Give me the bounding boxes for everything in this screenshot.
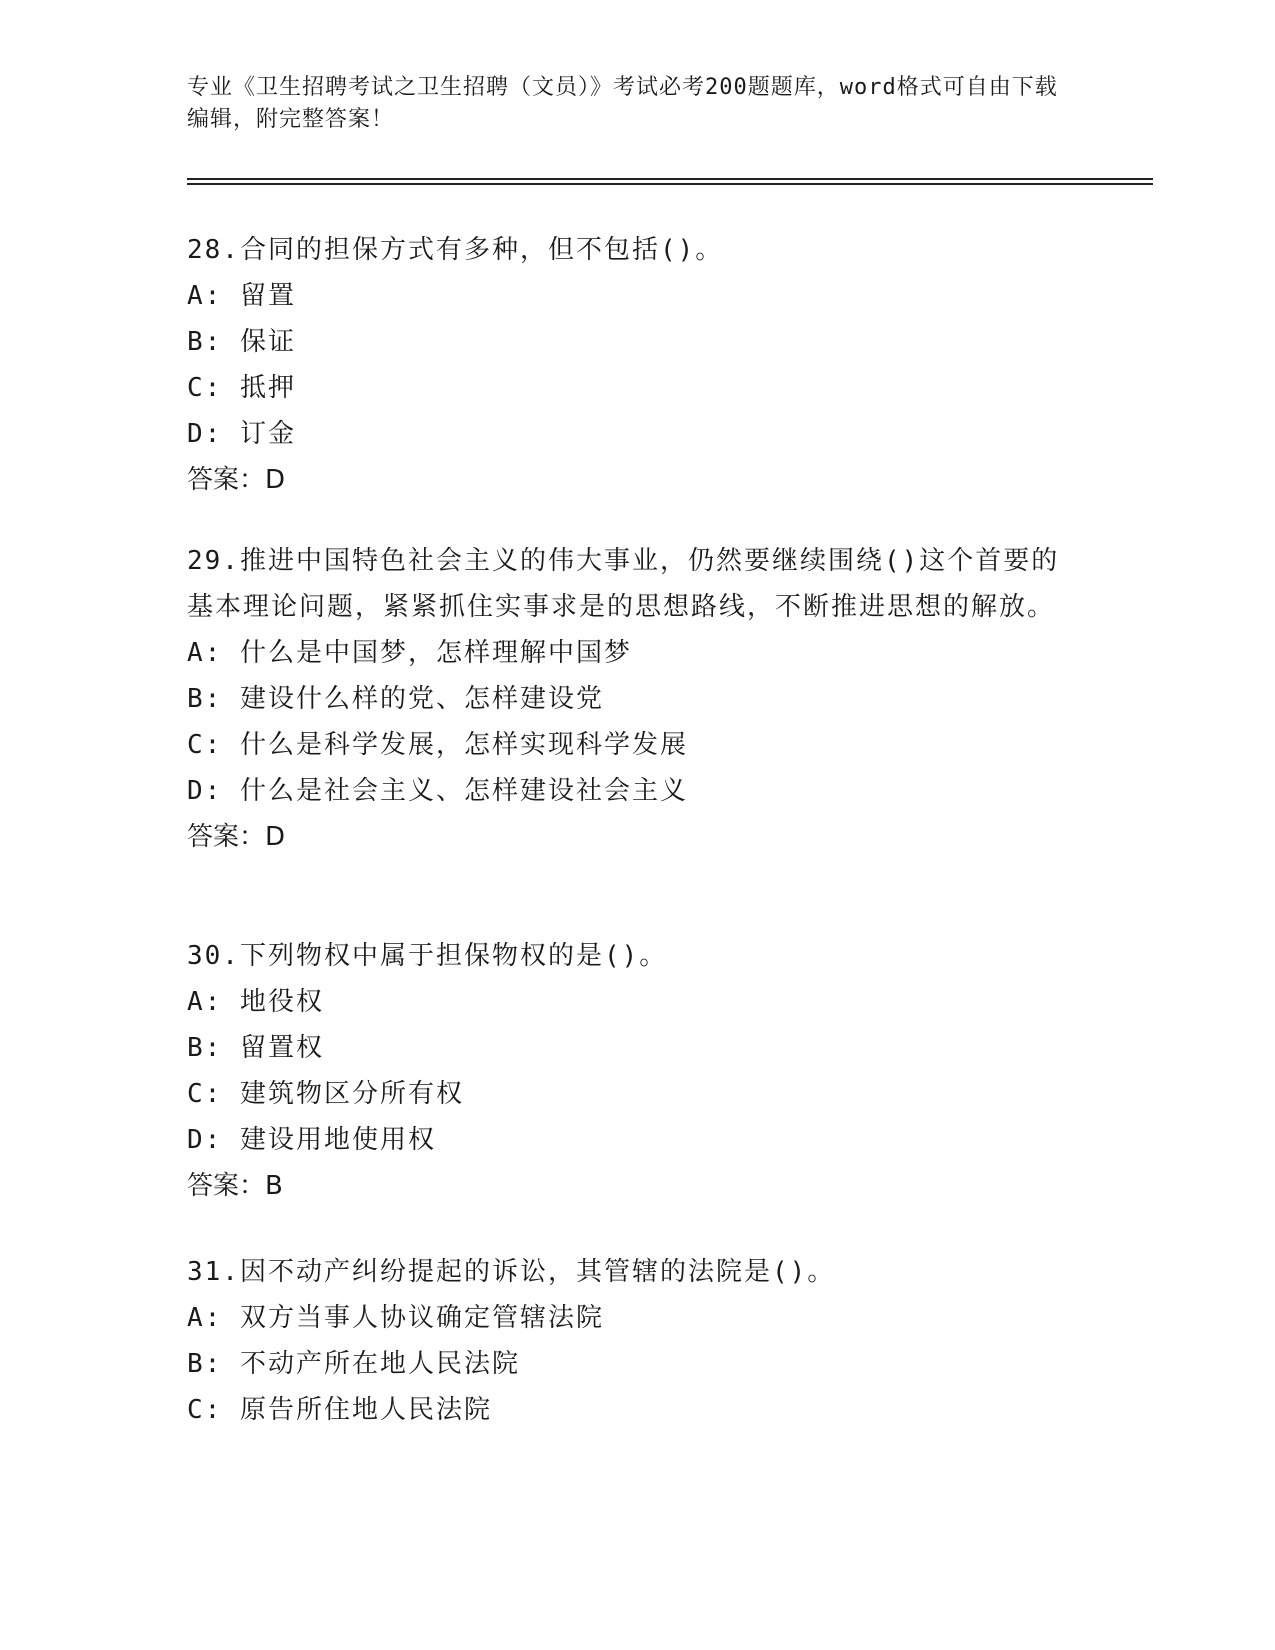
header-divider-top — [187, 178, 1153, 180]
option-c — [187, 722, 1067, 768]
question-stem: 28.合同的担保方式有多种，但不包括()。 — [187, 235, 724, 265]
question-29 — [187, 538, 1067, 860]
option-text: 抵押 — [239, 373, 296, 403]
answer-line: 答案：D — [187, 822, 286, 852]
option-key: A: — [187, 1303, 223, 1333]
question-stem: 29.推进中国特色社会主义的伟大事业，仍然要继续围绕()这个首要的基本理论问题，紧紧抓住实事求是的思想路线，不断推进思想的解放。 — [187, 546, 1060, 622]
header-divider-bottom — [187, 183, 1153, 185]
option-a — [187, 273, 1067, 319]
answer-line: 答案：D — [187, 465, 286, 495]
option-b — [187, 1341, 1067, 1387]
option-key: A: — [187, 638, 223, 668]
document-header: 专业《卫生招聘考试之卫生招聘（文员）》考试必考200题题库，word格式可自由下载编辑，附完整答案！ — [187, 75, 1058, 132]
option-text: 什么是科学发展，怎样实现科学发展 — [239, 730, 688, 760]
option-key: D: — [187, 1125, 223, 1155]
option-text: 双方当事人协议确定管辖法院 — [239, 1303, 604, 1333]
option-text: 保证 — [239, 327, 296, 357]
option-c — [187, 365, 1067, 411]
option-key: D: — [187, 776, 223, 806]
option-key: A: — [187, 987, 223, 1017]
option-key: D: — [187, 419, 223, 449]
option-key: C: — [187, 1079, 223, 1109]
option-text: 订金 — [239, 419, 296, 449]
option-b — [187, 319, 1067, 365]
option-key: B: — [187, 327, 223, 357]
option-a — [187, 1295, 1067, 1341]
option-d — [187, 1117, 1067, 1163]
option-text: 原告所住地人民法院 — [239, 1395, 492, 1425]
question-30 — [187, 933, 1067, 1209]
option-b — [187, 1025, 1067, 1071]
option-key: B: — [187, 1033, 223, 1063]
option-key: B: — [187, 684, 223, 714]
question-31 — [187, 1249, 1067, 1433]
question-28 — [187, 227, 1067, 503]
option-key: C: — [187, 373, 223, 403]
option-key: C: — [187, 730, 223, 760]
option-text: 不动产所在地人民法院 — [239, 1349, 520, 1379]
option-text: 什么是中国梦，怎样理解中国梦 — [239, 638, 632, 668]
option-key: C: — [187, 1395, 223, 1425]
question-stem: 30.下列物权中属于担保物权的是()。 — [187, 941, 668, 971]
option-b — [187, 676, 1067, 722]
option-d — [187, 768, 1067, 814]
option-key: B: — [187, 1349, 223, 1379]
option-text: 建筑物区分所有权 — [239, 1079, 464, 1109]
answer-line: 答案：B — [187, 1171, 283, 1201]
option-a — [187, 630, 1067, 676]
question-stem: 31.因不动产纠纷提起的诉讼，其管辖的法院是()。 — [187, 1257, 836, 1287]
option-a — [187, 979, 1067, 1025]
option-text: 留置 — [239, 281, 296, 311]
option-text: 建设什么样的党、怎样建设党 — [239, 684, 604, 714]
option-text: 什么是社会主义、怎样建设社会主义 — [239, 776, 688, 806]
option-c — [187, 1071, 1067, 1117]
option-text: 建设用地使用权 — [239, 1125, 436, 1155]
option-c — [187, 1387, 1067, 1433]
option-text: 留置权 — [239, 1033, 324, 1063]
option-text: 地役权 — [239, 987, 324, 1017]
option-key: A: — [187, 281, 223, 311]
option-d — [187, 411, 1067, 457]
